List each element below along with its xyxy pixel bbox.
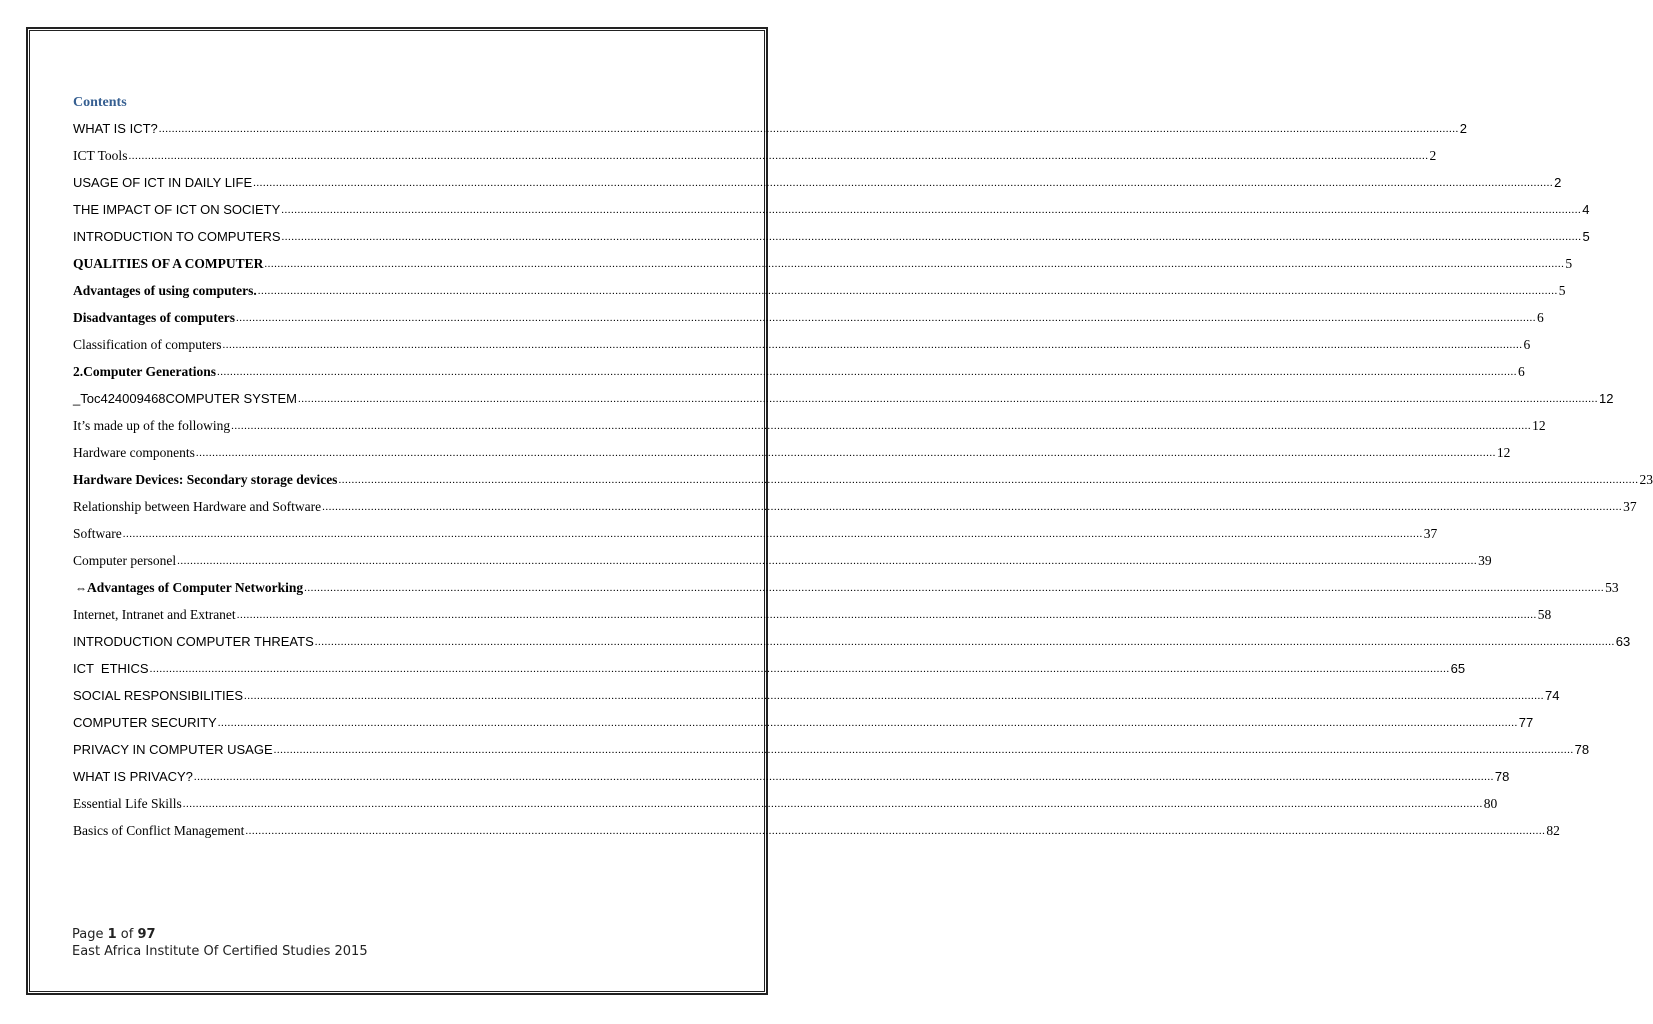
toc-entry-page: 5 xyxy=(1558,283,1566,298)
toc-dot-leader: ................................................................................................................................................................................................................................................................................................................................................................................................................ xyxy=(182,798,1483,810)
toc-entry-title: ICT Tools xyxy=(73,148,128,163)
toc-dot-leader: ................................................................................................................................................................................................................................................................................................................................................................................................................ xyxy=(222,339,1523,351)
toc-entry-page: 5 xyxy=(1582,229,1590,244)
toc-entry-title: Computer Generations xyxy=(83,364,216,379)
toc-dot-leader: ................................................................................................................................................................................................................................................................................................................................................................................................................ xyxy=(338,474,1639,486)
toc-entry[interactable] xyxy=(73,623,1631,650)
toc-entry-title: INTRODUCTION COMPUTER THREATS xyxy=(73,634,314,649)
toc-entry-title: Essential Life Skills xyxy=(73,796,182,811)
toc-entry[interactable] xyxy=(73,704,1534,731)
toc-entry-page: 78 xyxy=(1574,742,1590,757)
page-total: 97 xyxy=(137,927,156,942)
toc-entry-page: 12 xyxy=(1496,445,1511,460)
toc-entry[interactable] xyxy=(73,407,1546,434)
toc-entry-page: 4 xyxy=(1582,202,1590,217)
toc-entry[interactable] xyxy=(73,326,1531,353)
toc-dot-leader: ................................................................................................................................................................................................................................................................................................................................................................................................................ xyxy=(177,555,1478,567)
toc-entry[interactable] xyxy=(73,434,1511,461)
toc-dot-leader: ................................................................................................................................................................................................................................................................................................................................................................................................................ xyxy=(304,582,1605,594)
toc-dot-leader: ................................................................................................................................................................................................................................................................................................................................................................................................................ xyxy=(217,366,1517,378)
toc-dot-leader: ................................................................................................................................................................................................................................................................................................................................................................................................................ xyxy=(322,501,1623,513)
toc-entry-page: 2 xyxy=(1554,175,1562,190)
toc-entry-page: 37 xyxy=(1623,499,1637,514)
toc-entry-page: 78 xyxy=(1494,769,1510,784)
page-number-line xyxy=(72,926,368,943)
toc-entry-title: Advantages of Computer Networking xyxy=(87,580,304,595)
toc-entry[interactable] xyxy=(73,353,1525,380)
toc-entry[interactable] xyxy=(73,110,1467,137)
toc-dot-leader: ................................................................................................................................................................................................................................................................................................................................................................................................................ xyxy=(257,285,1558,297)
toc-entry-title: Hardware components xyxy=(73,445,195,460)
toc-entry[interactable] xyxy=(73,677,1560,704)
toc-entry[interactable] xyxy=(73,380,1614,407)
toc-entry[interactable] xyxy=(73,299,1544,326)
toc-entry-title: ICT ETHICS xyxy=(73,661,149,676)
toc-entry[interactable] xyxy=(73,164,1562,191)
page-footer xyxy=(72,926,368,960)
toc-dot-leader: ................................................................................................................................................................................................................................................................................................................................................................................................................ xyxy=(195,447,1496,459)
toc-dot-leader: ................................................................................................................................................................................................................................................................................................................................................................................................................ xyxy=(281,204,1582,216)
toc-entry-page: 63 xyxy=(1615,634,1631,649)
toc-dot-leader: ................................................................................................................................................................................................................................................................................................................................................................................................................ xyxy=(297,393,1598,405)
toc-entry-number: 2. xyxy=(73,364,84,379)
toc-entry-title: USAGE OF ICT IN DAILY LIFE xyxy=(73,175,253,190)
toc-dot-leader: ................................................................................................................................................................................................................................................................................................................................................................................................................ xyxy=(236,312,1536,324)
toc-entry-page: 74 xyxy=(1545,688,1560,703)
toc-entry-title: SOCIAL RESPONSIBILITIES xyxy=(73,688,244,703)
toc-entry[interactable] xyxy=(73,812,1560,839)
toc-entry-page: 23 xyxy=(1639,472,1653,487)
toc-entry-page: 5 xyxy=(1565,256,1573,271)
toc-dot-leader: ................................................................................................................................................................................................................................................................................................................................................................................................................ xyxy=(217,717,1518,729)
toc-entry-title: Hardware Devices: Secondary storage devices xyxy=(73,472,338,487)
toc-entry[interactable] xyxy=(73,245,1573,272)
toc-entry[interactable] xyxy=(73,515,1438,542)
toc-entry-page: 77 xyxy=(1518,715,1534,730)
toc-entry-page: 58 xyxy=(1537,607,1552,622)
toc-entry[interactable] xyxy=(73,731,1590,758)
toc-entry-title: Basics of Conflict Management xyxy=(73,823,245,838)
toc-entry-title: THE IMPACT OF ICT ON SOCIETY xyxy=(73,202,281,217)
toc-dot-leader: ................................................................................................................................................................................................................................................................................................................................................................................................................ xyxy=(193,771,1494,783)
toc-entry[interactable] xyxy=(73,650,1466,677)
toc-entry-title: Classification of computers xyxy=(73,337,222,352)
toc-entry[interactable] xyxy=(73,218,1590,245)
toc-entry-page: 2 xyxy=(1459,121,1467,136)
toc-dot-leader: ................................................................................................................................................................................................................................................................................................................................................................................................................ xyxy=(236,609,1537,621)
toc-entry[interactable] xyxy=(73,137,1437,164)
toc-entry[interactable] xyxy=(73,461,1653,488)
toc-entry-title: COMPUTER SECURITY xyxy=(73,715,217,730)
toc-entry-title: WHAT IS PRIVACY? xyxy=(73,769,193,784)
toc-dot-leader: ................................................................................................................................................................................................................................................................................................................................................................................................................ xyxy=(253,177,1554,189)
toc-entry-page: 6 xyxy=(1537,310,1544,325)
toc-entry-title: INTRODUCTION TO COMPUTERS xyxy=(73,229,281,244)
toc-entry[interactable] xyxy=(73,272,1566,299)
toc-dot-leader: ................................................................................................................................................................................................................................................................................................................................................................................................................ xyxy=(149,663,1450,675)
toc-entry[interactable] xyxy=(73,758,1510,785)
toc-entry-page: 65 xyxy=(1450,661,1466,676)
toc-entry-page: 12 xyxy=(1598,391,1614,406)
toc-dot-leader: ................................................................................................................................................................................................................................................................................................................................................................................................................ xyxy=(314,636,1615,648)
toc-entry[interactable] xyxy=(73,785,1498,812)
toc-entry[interactable] xyxy=(73,191,1590,218)
toc-dot-leader: ................................................................................................................................................................................................................................................................................................................................................................................................................ xyxy=(273,744,1574,756)
toc-entry[interactable] xyxy=(73,569,1619,596)
toc-entry-page: 53 xyxy=(1605,580,1619,595)
footer-organization: East Africa Institute Of Certified Studies 2015 xyxy=(72,944,368,959)
toc-entry-title: PRIVACY IN COMPUTER USAGE xyxy=(73,742,273,757)
toc-heading: Contents xyxy=(73,95,127,110)
toc-dot-leader: ................................................................................................................................................................................................................................................................................................................................................................................................................ xyxy=(244,690,1545,702)
toc-entry[interactable] xyxy=(73,488,1637,515)
toc-entry-title: Computer personel xyxy=(73,553,177,568)
toc-dot-leader: ................................................................................................................................................................................................................................................................................................................................................................................................................ xyxy=(281,231,1582,243)
toc-dot-leader: ................................................................................................................................................................................................................................................................................................................................................................................................................ xyxy=(158,123,1459,135)
toc-entry-page: 2 xyxy=(1429,148,1437,163)
page-prefix: Page xyxy=(72,927,108,942)
toc-entry[interactable] xyxy=(73,596,1552,623)
toc-entry-title: Advantages of using computers. xyxy=(73,283,257,298)
toc-entry-page: 6 xyxy=(1523,337,1531,352)
toc-dot-leader: ................................................................................................................................................................................................................................................................................................................................................................................................................ xyxy=(245,825,1546,837)
toc-entry-title: Internet, Intranet and Extranet xyxy=(73,607,236,622)
toc-entry-page: 37 xyxy=(1423,526,1438,541)
toc-bullet-icon: ⇔ xyxy=(75,581,87,595)
toc-entry-title: QUALITIES OF A COMPUTER xyxy=(73,256,264,271)
toc-entry-title: Relationship between Hardware and Software xyxy=(73,499,322,514)
toc-entry-page: 12 xyxy=(1532,418,1546,433)
toc-entry-page: 39 xyxy=(1478,553,1492,568)
toc-dot-leader: ................................................................................................................................................................................................................................................................................................................................................................................................................ xyxy=(128,150,1429,162)
toc-entry-page: 80 xyxy=(1483,796,1498,811)
toc-dot-leader: ................................................................................................................................................................................................................................................................................................................................................................................................................ xyxy=(122,528,1423,540)
toc-entry-title: WHAT IS ICT? xyxy=(73,121,158,136)
page-current: 1 xyxy=(107,927,117,942)
toc-entry-title: Software xyxy=(73,526,122,541)
toc-dot-leader: ................................................................................................................................................................................................................................................................................................................................................................................................................ xyxy=(264,258,1565,270)
toc-entry-page: 6 xyxy=(1518,364,1525,379)
page-of: of xyxy=(116,927,138,942)
toc-entry-title: _Toc424009468COMPUTER SYSTEM xyxy=(73,391,297,406)
toc-entry-title: Disadvantages of computers xyxy=(73,310,235,325)
toc-entry-title: It’s made up of the following xyxy=(73,418,231,433)
table-of-contents xyxy=(73,110,1653,839)
toc-entry-page: 82 xyxy=(1546,823,1560,838)
toc-entry[interactable] xyxy=(73,542,1492,569)
toc-dot-leader: ................................................................................................................................................................................................................................................................................................................................................................................................................ xyxy=(231,420,1532,432)
